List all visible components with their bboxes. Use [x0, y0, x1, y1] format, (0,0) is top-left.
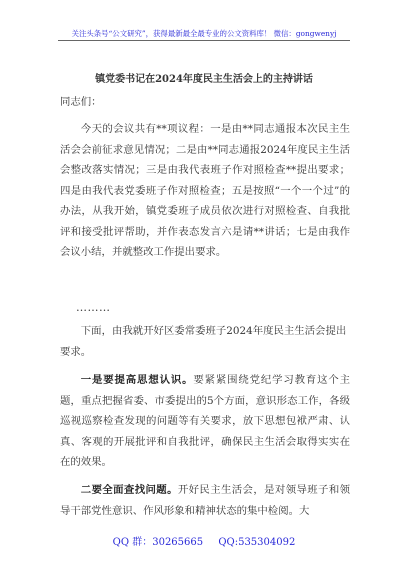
ellipsis: ……… [76, 301, 111, 314]
paragraph-agenda: 今天的会议共有**项议程：一是由**同志通报本次民主生活会会前征求意见情况；二是由**同志通报2024年度民主生活会整改落实情况；三是由我代表班子作对照检查**提出要求；四是由我代表党委班子作对照检查；五是按照“一个一个过”的办法，从我开始，镇党委班子成员依次进行对照检查、自我批评和接受批评帮助，并作表态发言六是请**讲话；七是由我作会议小结，并就整改工作提出要求。 [60, 123, 350, 258]
paragraph-requirement-1 [60, 370, 350, 473]
requirement-2-body: 开好民主生活会，是对领导班子和领导干部党性意识、作风形象和精神状态的集中检阅。大 [60, 484, 351, 517]
salutation: 同志们： [60, 96, 102, 108]
paragraph-requirement-2 [60, 480, 350, 521]
paragraph-intro-requirements: 下面，由我就开好区委常委班子2024年度民主生活会提出要求。 [60, 325, 347, 358]
header-banner: 关注头条号“公文研究”，获得最新最全最专业的公文资料库！ 微信：gongwenyj [71, 29, 337, 38]
requirement-1-heading: 一是要提高思想认识。 [80, 374, 194, 386]
document-title: 镇党委书记在2024年度民主生活会上的主持讲话 [95, 74, 313, 85]
footer-contact [0, 533, 408, 548]
header-divider [58, 40, 350, 41]
footer-qq: QQ:535304092 [218, 537, 296, 548]
requirement-2-heading: 二要全面查找问题。 [80, 484, 178, 496]
footer-qq-group: QQ 群：30265665 [112, 537, 204, 548]
requirement-1-body: 要紧紧围绕党纪学习教育这个主题，重点把握省委、市委提出的5个方面，意识形态工作，各级巡视巡察检查发现的问题等有关要求，放下思想包袱严肃、认真、客观的开展批评和自我批评，确保民主生活会取得实实在在的效果。 [60, 374, 351, 468]
